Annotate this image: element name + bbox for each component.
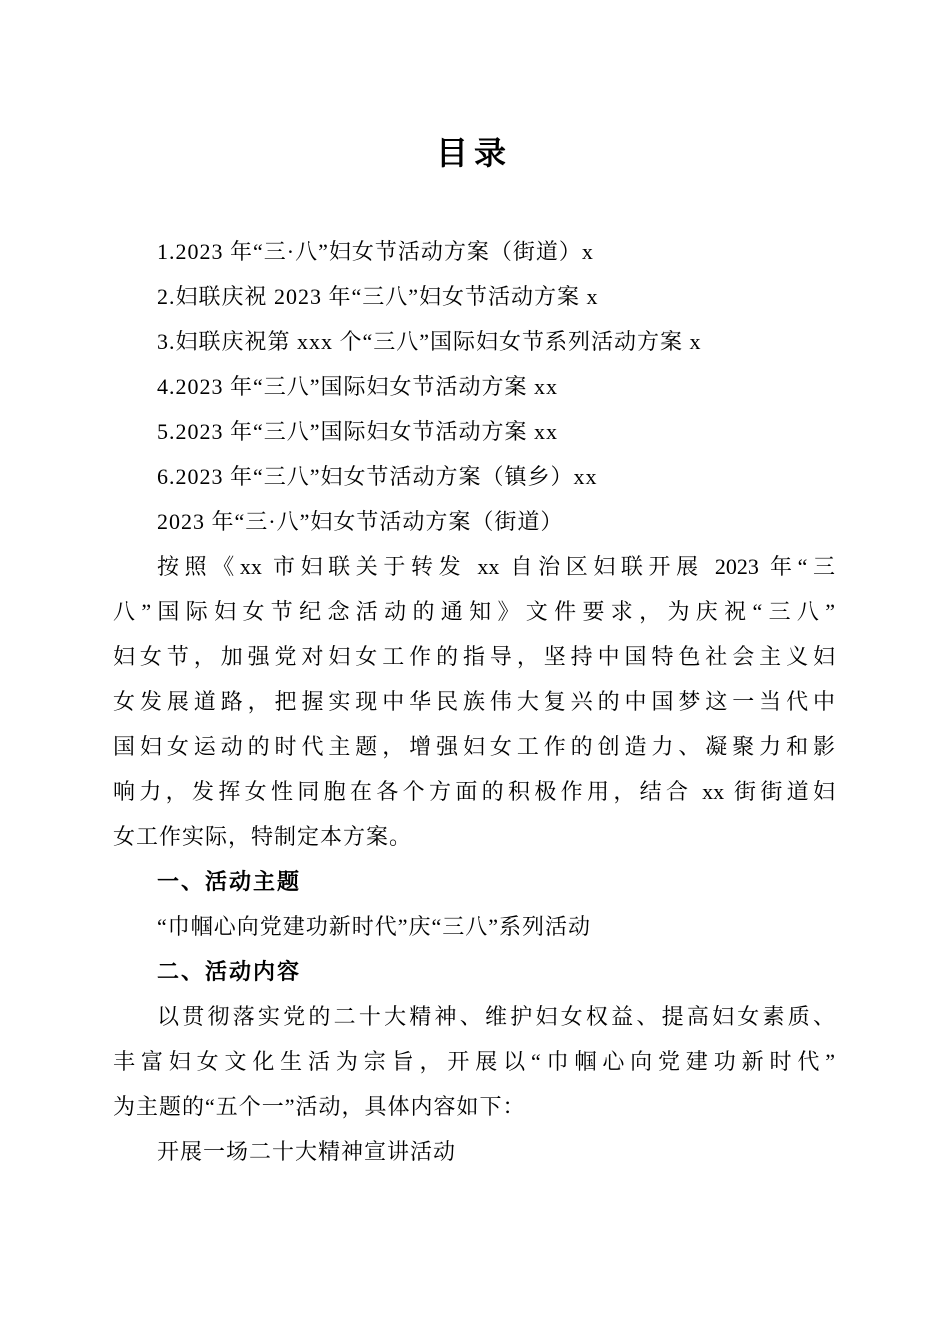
para1-line-7: 女工作实际，特制定本方案。: [113, 824, 413, 849]
activity-line: 开展一场二十大精神宣讲活动: [157, 1139, 457, 1164]
para2-line-2: 丰富妇女文化生活为宗旨，开展以“巾帼心向党建功新时代”: [113, 1049, 835, 1074]
para2-line-1: 以贯彻落实党的二十大精神、维护妇女权益、提高妇女素质、: [157, 1004, 835, 1029]
para1-line-1: 按照《xx 市妇联关于转发 xx 自治区妇联开展 2023 年“三: [157, 554, 835, 579]
doc-title: 目录: [435, 135, 512, 171]
para1-line-4: 女发展道路，把握实现中华民族伟大复兴的中国梦这一当代中: [113, 689, 835, 714]
toc-item-3: 3.妇联庆祝第 xxx 个“三八”国际妇女节系列活动方案 x: [157, 329, 702, 354]
toc-item-5: 5.2023 年“三八”国际妇女节活动方案 xx: [157, 419, 559, 444]
section-heading-1: 一、活动主题: [157, 869, 302, 894]
para1-line-6: 响力，发挥女性同胞在各个方面的积极作用，结合 xx 街街道妇: [113, 779, 835, 804]
toc-item-6: 6.2023 年“三八”妇女节活动方案（镇乡）xx: [157, 464, 598, 489]
para2-line-3: 为主题的“五个一”活动，具体内容如下：: [113, 1094, 526, 1119]
theme-line: “巾帼心向党建功新时代”庆“三八”系列活动: [157, 914, 592, 939]
toc-item-1: 1.2023 年“三·八”妇女节活动方案（街道）x: [157, 239, 594, 264]
section-heading-2: 二、活动内容: [157, 959, 302, 984]
para1-line-2: 八”国际妇女节纪念活动的通知》文件要求，为庆祝“三八”: [113, 599, 835, 624]
toc-item-7: 2023 年“三·八”妇女节活动方案（街道）: [157, 509, 564, 534]
toc-item-2: 2.妇联庆祝 2023 年“三八”妇女节活动方案 x: [157, 284, 599, 309]
para1-line-5: 国妇女运动的时代主题，增强妇女工作的创造力、凝聚力和影: [113, 734, 835, 759]
para1-line-3: 妇女节，加强党对妇女工作的指导，坚持中国特色社会主义妇: [113, 644, 835, 669]
toc-item-4: 4.2023 年“三八”国际妇女节活动方案 xx: [157, 374, 559, 399]
